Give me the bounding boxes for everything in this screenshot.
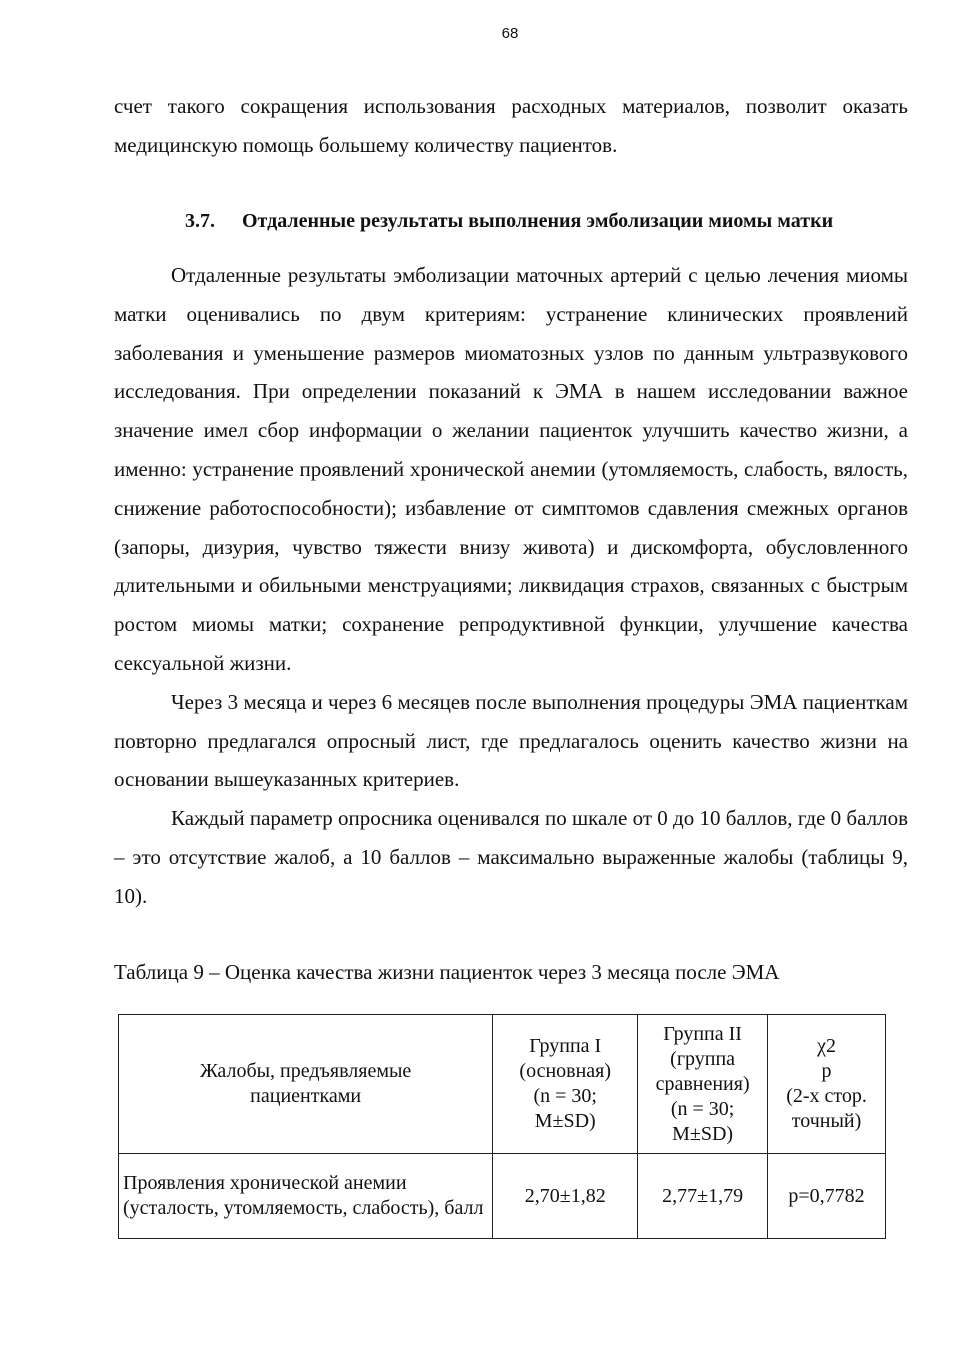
header-group-2: Группа II (группа сравнения) (n = 30; M±SD)	[638, 1015, 768, 1154]
section-title: Отдаленные результаты выполнения эмболизации миомы матки	[242, 210, 834, 232]
section-number: 3.7.	[185, 210, 215, 232]
results-table	[118, 1014, 886, 1239]
body-text	[114, 256, 908, 916]
header-complaints: Жалобы, предъявляемые пациентками	[119, 1015, 493, 1154]
header-chi-square: χ2 p (2-х стор. точный)	[768, 1015, 886, 1154]
paragraph: Каждый параметр опросника оценивался по шкале от 0 до 10 баллов, где 0 баллов – это отсутствие жалоб, а 10 баллов – максимально выраженные жалобы (таблицы 9, 10).	[114, 806, 908, 908]
page-number: 68	[501, 25, 519, 42]
table-cell-group-1: 2,70±1,82	[493, 1154, 638, 1239]
table-cell-p-value: p=0,7782	[768, 1154, 886, 1239]
header-group-1: Группа I (основная) (n = 30; M±SD)	[493, 1015, 638, 1154]
paragraph-continuation-block	[114, 87, 908, 165]
table-caption: Таблица 9 – Оценка качества жизни пациенток через 3 месяца после ЭМА	[114, 960, 780, 984]
table-header-row	[119, 1015, 886, 1154]
paragraph: Отдаленные результаты эмболизации маточных артерий с целью лечения миомы матки оценивались по двум критериям: устранение клинических проявлений заболевания и уменьшение размеров миоматозных узлов по данным ультразвукового исследования. При определении показаний к ЭМА в нашем исследовании важное значение имел сбор информации о желании пациенток улучшить качество жизни, а именно: устранение проявлений хронической анемии (утомляемость, слабость, вялость, снижение работоспособности); избавление от симптомов сдавления смежных органов (запоры, дизурия, чувство тяжести внизу живота) и дискомфорта, обусловленного длительными и обильными менструациями; ликвидация страхов, связанных с быстрым ростом миомы матки; сохранение репродуктивной функции, улучшение качества сексуальной жизни.	[114, 263, 908, 675]
section-heading	[185, 206, 925, 236]
paragraph: Через 3 месяца и через 6 месяцев после выполнения процедуры ЭМА пациенткам повторно предлагался опросный лист, где предлагалось оценить качество жизни на основании вышеуказанных критериев.	[114, 689, 908, 792]
table-cell-group-2: 2,77±1,79	[638, 1154, 768, 1239]
table-cell-complaint: Проявления хронической анемии (усталость, утомляемость, слабость), балл	[119, 1154, 493, 1239]
table-row	[119, 1154, 886, 1239]
paragraph-continuation: счет такого сокращения использования расходных материалов, позволит оказать медицинскую помощь большему количеству пациентов.	[114, 94, 908, 157]
